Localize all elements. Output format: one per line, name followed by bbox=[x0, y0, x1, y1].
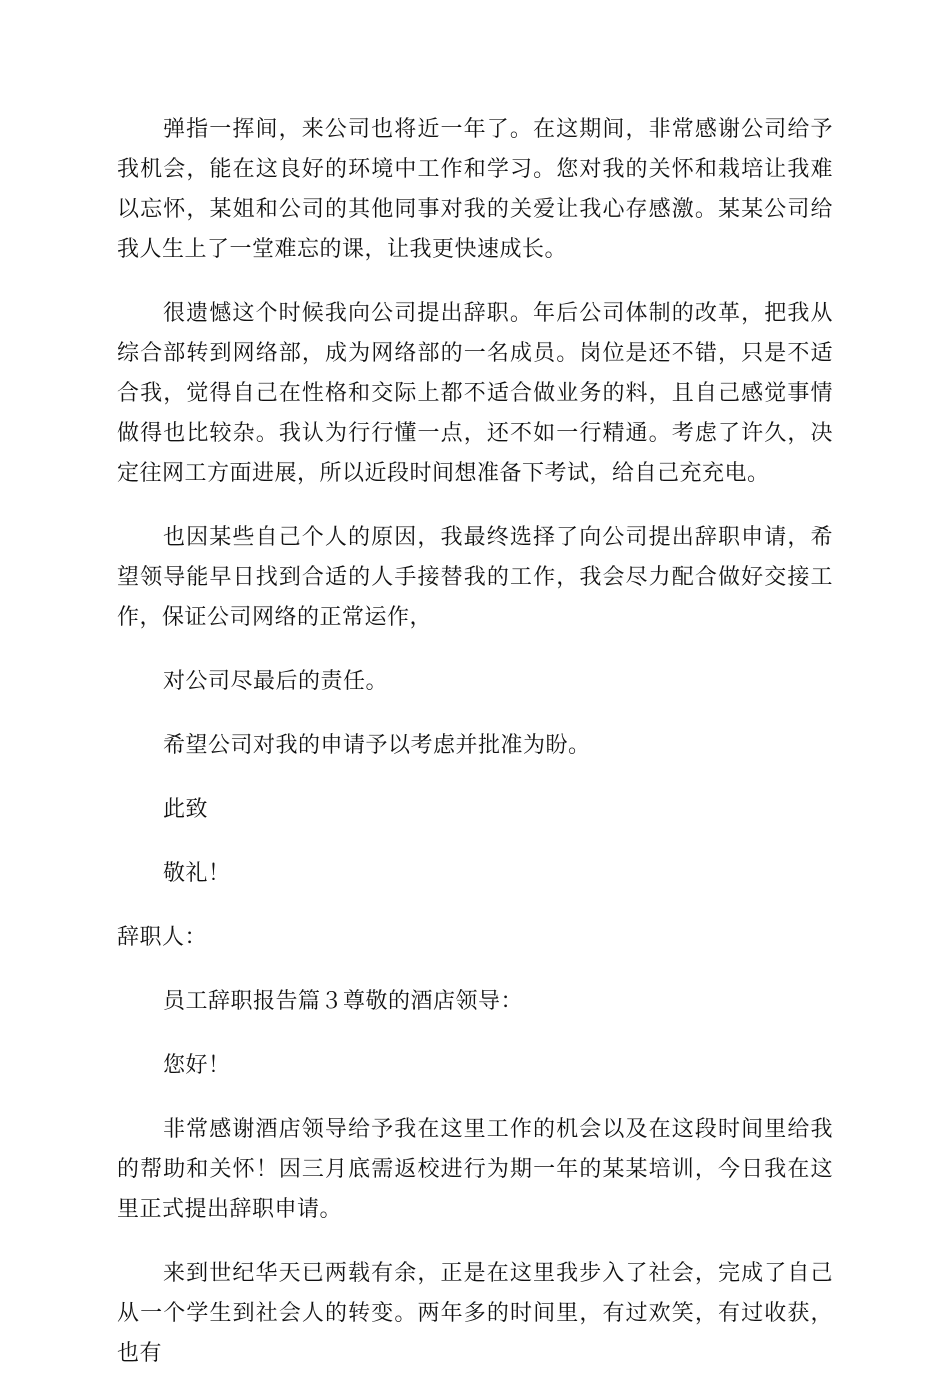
closing-regards: 敬礼！ bbox=[163, 861, 231, 886]
paragraph-resignation-request: 也因某些自己个人的原因，我最终选择了向公司提出辞职申请，希望领导能早日找到合适的人手接替我的工作，我会尽力配合做好交接工作，保证公司网络的正常运作， bbox=[117, 525, 833, 630]
closing-salutation: 此致 bbox=[163, 797, 209, 822]
signature-label: 辞职人： bbox=[117, 925, 208, 950]
paragraph-hotel-thanks: 非常感谢酒店领导给予我在这里工作的机会以及在这段时间里给我的帮助和关怀！因三月底需返校进行为期一年的某某培训，今日我在这里正式提出辞职申请。 bbox=[117, 1117, 833, 1222]
paragraph-resignation-reason: 很遗憾这个时候我向公司提出辞职。年后公司体制的改革，把我从综合部转到网络部，成为网络部的一名成员。岗位是还不错，只是不适合我，觉得自己在性格和交际上都不适合做业务的料，且自己感觉事情做得也比较杂。我认为行行懂一点，还不如一行精通。考虑了许久，决定往网工方面进展，所以近段时间想准备下考试，给自己充充电。 bbox=[117, 301, 833, 486]
paragraph-last-responsibility: 对公司尽最后的责任。 bbox=[163, 669, 389, 694]
greeting: 您好！ bbox=[163, 1053, 231, 1078]
paragraph-gratitude: 弹指一挥间，来公司也将近一年了。在这期间，非常感谢公司给予我机会，能在这良好的环境中工作和学习。您对我的关怀和栽培让我难以忘怀，某姐和公司的其他同事对我的关爱让我心存感激。某某公司给我人生上了一堂难忘的课，让我更快速成长。 bbox=[117, 117, 833, 262]
document-body bbox=[117, 110, 833, 1374]
section-heading-report-3: 员工辞职报告篇３尊敬的酒店领导： bbox=[163, 989, 524, 1014]
paragraph-approval-hope: 希望公司对我的申请予以考虑并批准为盼。 bbox=[163, 733, 591, 758]
paragraph-hotel-experience: 来到世纪华天已两载有余，正是在这里我步入了社会，完成了自己从一个学生到社会人的转变。两年多的时间里，有过欢笑，有过收获，也有 bbox=[117, 1261, 833, 1366]
